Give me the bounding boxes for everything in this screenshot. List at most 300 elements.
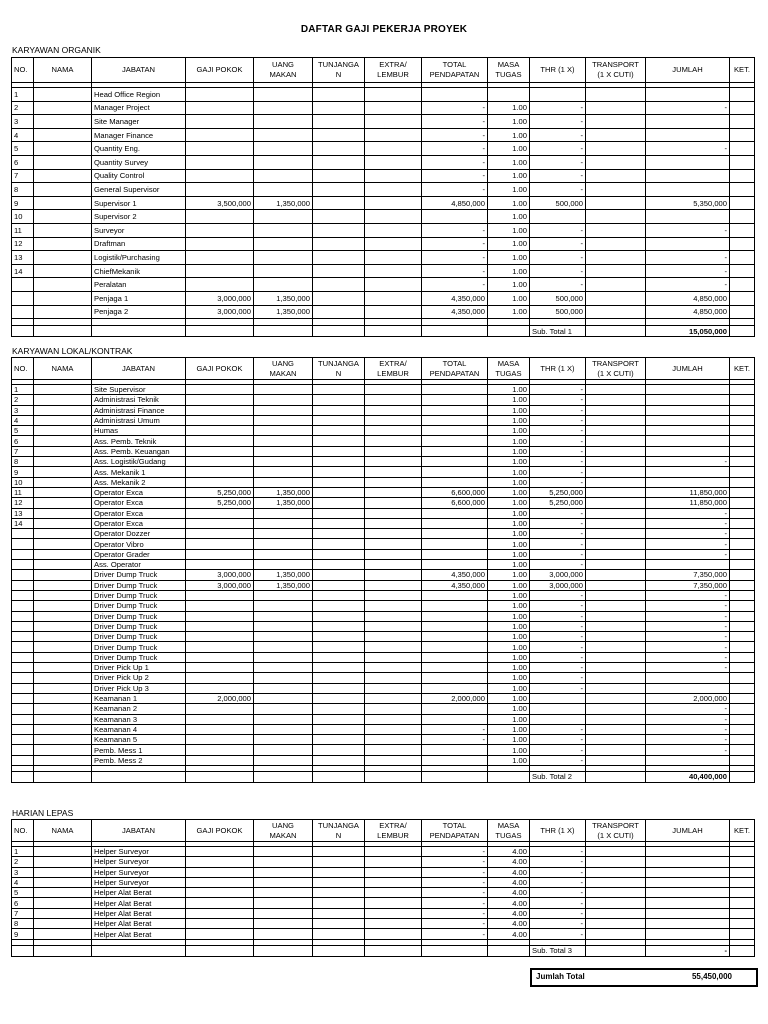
table-cell [254,142,313,156]
table-cell: Administrasi Teknik [92,395,186,405]
table-cell [313,898,365,908]
table-cell: Driver Dump Truck [92,580,186,590]
table-cell: 1.00 [488,467,530,477]
table-cell [313,714,365,724]
table-cell [365,857,422,867]
table-row [12,601,755,611]
table-cell [313,611,365,621]
table-cell [254,128,313,142]
table-cell [34,101,92,115]
table-cell [730,169,755,183]
table-cell: 1.00 [488,529,530,539]
table-row [12,539,755,549]
table-cell: - [422,857,488,867]
table-cell [730,518,755,528]
table-cell: 10 [12,477,34,487]
table-cell: 1.00 [488,601,530,611]
table-cell [365,498,422,508]
table-row [12,385,755,395]
table-cell [313,446,365,456]
table-cell: - [530,867,586,877]
table-cell: - [530,929,586,939]
table-cell [186,919,254,929]
table-cell: 2,000,000 [422,693,488,703]
table-cell: 1.00 [488,508,530,518]
table-cell: Head Office Region [92,88,186,102]
table-cell [34,508,92,518]
table-cell [586,539,646,549]
subtotal-cell [313,326,365,337]
table-cell: - [530,457,586,467]
table-cell [34,529,92,539]
table-cell: 1.00 [488,155,530,169]
header-total-pendapatan [422,358,488,380]
table-cell: 4,350,000 [422,570,488,580]
table-cell [586,88,646,102]
table-cell: - [530,755,586,765]
table-cell: - [530,611,586,621]
table-cell: - [530,405,586,415]
table-cell [730,580,755,590]
table-cell: Keamanan 4 [92,724,186,734]
table-cell [34,196,92,210]
table-cell: - [422,735,488,745]
table-cell [730,237,755,251]
table-karyawan-organik [11,57,755,337]
table-cell [254,929,313,939]
table-cell: - [530,539,586,549]
table-cell: - [422,169,488,183]
table-row [12,704,755,714]
table-cell [254,908,313,918]
table-cell [646,877,730,887]
subtotal-cell [365,326,422,337]
table-cell [34,487,92,497]
table-cell [254,467,313,477]
table-row [12,446,755,456]
table-cell [586,704,646,714]
table-cell [365,385,422,395]
table-cell [730,278,755,292]
table-cell: 500,000 [530,305,586,319]
header-tunjangan-line: TUNJANGA [318,358,359,368]
table-cell [12,663,34,673]
table-cell [186,755,254,765]
table-cell [488,88,530,102]
table-cell [365,101,422,115]
table-cell: Ass. Pemb. Keuangan [92,446,186,456]
table-cell [646,415,730,425]
header-masa-tugas-line: MASA [497,60,520,69]
blank-cell [646,319,730,326]
table-cell [586,755,646,765]
table-cell [730,305,755,319]
table-cell [586,601,646,611]
table-cell [730,877,755,887]
table-cell [34,415,92,425]
table-cell: Logistik/Purchasing [92,251,186,265]
table-cell [586,898,646,908]
table-cell: - [530,673,586,683]
table-cell: Helper Surveyor [92,867,186,877]
table-cell: 6,600,000 [422,498,488,508]
table-cell: Driver Dump Truck [92,642,186,652]
table-cell [730,405,755,415]
table-row [12,264,755,278]
table-cell [313,467,365,477]
table-cell [730,251,755,265]
subtotal-cell [586,771,646,782]
table-row [12,642,755,652]
header-row [12,820,755,842]
table-cell: - [530,395,586,405]
table-cell [646,385,730,395]
table-cell: - [530,642,586,652]
table-cell: 1.00 [488,196,530,210]
table-cell [646,888,730,898]
table-cell [365,446,422,456]
table-cell [313,487,365,497]
table-row [12,652,755,662]
table-cell: 2,000,000 [646,693,730,703]
section-label-harian-lepas: HARIAN LEPAS [12,808,74,818]
table-cell [254,683,313,693]
table-cell [254,611,313,621]
table-cell: 6 [12,898,34,908]
table-cell [186,436,254,446]
table-cell: 5,250,000 [530,487,586,497]
table-cell [365,714,422,724]
subtotal-cell [186,771,254,782]
header-extra-lembur [365,820,422,842]
table-cell: - [530,477,586,487]
subtotal-cell [92,326,186,337]
table-cell [586,549,646,559]
table-cell: 1.00 [488,621,530,631]
table-cell [365,426,422,436]
table-cell [313,580,365,590]
table-cell [186,673,254,683]
table-cell: Administrasi Finance [92,405,186,415]
header-gaji-pokok-line: GAJI POKOK [196,825,243,835]
table-row [12,724,755,734]
header-transport-line: (1 X CUTI) [597,368,634,378]
table-cell: 9 [12,196,34,210]
table-cell [730,735,755,745]
table-cell [313,223,365,237]
table-cell: 7 [12,446,34,456]
table-cell: 5,350,000 [646,196,730,210]
table-cell: 1.00 [488,560,530,570]
table-cell [254,919,313,929]
table-cell: - [530,446,586,456]
table-cell [730,908,755,918]
table-cell [422,621,488,631]
table-cell: - [530,155,586,169]
table-cell: 11 [12,487,34,497]
table-cell [730,570,755,580]
header-jumlah [646,358,730,380]
table-cell: - [646,714,730,724]
table-cell: 1.00 [488,210,530,224]
table-cell [422,88,488,102]
table-cell: 5,250,000 [530,498,586,508]
table-cell: 4.00 [488,898,530,908]
table-karyawan-kontrak [11,357,755,783]
table-cell [365,305,422,319]
table-cell [313,155,365,169]
table-cell [186,385,254,395]
table-cell [186,539,254,549]
table-cell [34,498,92,508]
header-transport [586,58,646,83]
subtotal-cell [586,945,646,956]
table-cell: Helper Surveyor [92,847,186,857]
table-cell [365,183,422,197]
table-cell [365,210,422,224]
table-cell: 4,350,000 [422,305,488,319]
header-ket [730,58,755,83]
table-cell [186,508,254,518]
header-masa-tugas-line: TUGAS [495,70,522,79]
table-cell: 500,000 [530,196,586,210]
table-row [12,291,755,305]
table-cell [34,446,92,456]
table-cell: 1.00 [488,745,530,755]
table-cell: 1.00 [488,169,530,183]
table-cell [646,436,730,446]
table-row [12,436,755,446]
table-cell: - [530,683,586,693]
table-cell [313,101,365,115]
table-cell [646,929,730,939]
table-cell [586,560,646,570]
header-jumlah [646,58,730,83]
table-cell [254,735,313,745]
table-cell: - [422,929,488,939]
header-uang-makan-line: UANG [272,820,294,830]
table-cell: - [422,223,488,237]
table-cell: - [422,877,488,887]
table-cell [313,385,365,395]
table-cell [730,867,755,877]
table-cell [34,155,92,169]
header-transport-line: TRANSPORT [592,820,639,830]
header-uang-makan [254,58,313,83]
header-jabatan-line: JABATAN [121,65,156,74]
table-cell: 10 [12,210,34,224]
table-cell [586,278,646,292]
table-cell: - [422,264,488,278]
header-nama [34,820,92,842]
table-cell [365,867,422,877]
table-cell: 7 [12,169,34,183]
table-cell [186,724,254,734]
table-cell [730,446,755,456]
table-cell [254,223,313,237]
table-cell [12,642,34,652]
table-cell: 1.00 [488,264,530,278]
table-cell [313,415,365,425]
table-cell: 6,600,000 [422,487,488,497]
table-cell [586,714,646,724]
table-cell: Driver Dump Truck [92,590,186,600]
table-cell: - [530,436,586,446]
table-cell [730,88,755,102]
table-cell: - [646,518,730,528]
table-cell [730,673,755,683]
header-nama-line: NAMA [51,825,74,835]
table-cell: - [646,745,730,755]
table-cell [313,632,365,642]
table-cell [365,745,422,755]
table-cell: 4.00 [488,888,530,898]
table-cell: Driver Dump Truck [92,621,186,631]
table-cell: Surveyor [92,223,186,237]
table-cell [422,415,488,425]
subtotal-cell [186,945,254,956]
table-row [12,498,755,508]
header-no-line: NO. [14,65,28,74]
table-cell [34,142,92,156]
table-cell: 6 [12,436,34,446]
table-cell [586,693,646,703]
table-cell [365,467,422,477]
table-cell [730,652,755,662]
header-uang-makan [254,820,313,842]
table-cell: 3,000,000 [186,580,254,590]
table-row [12,908,755,918]
blank-cell [488,319,530,326]
table-cell [34,929,92,939]
table-cell: Helper Alat Berat [92,898,186,908]
table-cell: 14 [12,264,34,278]
table-row [12,529,755,539]
table-cell: - [530,264,586,278]
table-cell [254,877,313,887]
table-cell [646,477,730,487]
table-cell: 1.00 [488,518,530,528]
table-cell [254,673,313,683]
table-cell [313,590,365,600]
table-cell [730,847,755,857]
table-cell: Pemb. Mess 2 [92,755,186,765]
table-cell: 5 [12,142,34,156]
table-cell: 4.00 [488,867,530,877]
header-ket-line: KET. [733,363,751,373]
table-cell [586,642,646,652]
table-cell: Draftman [92,237,186,251]
table-cell: 1,350,000 [254,570,313,580]
table-cell [422,426,488,436]
table-cell [530,88,586,102]
header-no-line: NO. [14,825,28,835]
table-cell: Helper Surveyor [92,877,186,887]
table-cell [730,436,755,446]
table-cell: 1.00 [488,724,530,734]
header-extra-lembur [365,58,422,83]
table-cell: - [422,278,488,292]
table-cell: 1.00 [488,405,530,415]
table-cell [586,155,646,169]
table-cell [34,888,92,898]
blank-cell [254,319,313,326]
header-extra-lembur-line: EXTRA/ [379,358,407,368]
table-cell [313,908,365,918]
table-cell [186,857,254,867]
table-cell [730,683,755,693]
table-cell: 1.00 [488,539,530,549]
table-cell [365,196,422,210]
table-cell [34,693,92,703]
header-tunjangan [313,58,365,83]
table-cell: - [530,223,586,237]
table-cell [365,724,422,734]
table-cell: 4,350,000 [422,580,488,590]
table-cell [254,385,313,395]
table-cell [730,693,755,703]
table-cell [254,446,313,456]
table-cell [34,632,92,642]
table-cell [34,385,92,395]
table-cell: 2,000,000 [186,693,254,703]
header-gaji-pokok-line: GAJI POKOK [196,363,243,373]
subtotal-label: Sub. Total 3 [530,945,586,956]
table-cell [186,395,254,405]
table-cell: - [530,735,586,745]
table-cell [730,611,755,621]
table-cell: Keamanan 3 [92,714,186,724]
table-cell: 2 [12,395,34,405]
table-cell: 1 [12,847,34,857]
header-tunjangan-line: N [335,368,342,378]
table-cell: 1,350,000 [254,196,313,210]
table-cell [365,673,422,683]
table-cell [586,663,646,673]
table-cell: - [530,847,586,857]
header-masa-tugas-line: MASA [497,820,520,830]
table-cell [186,237,254,251]
table-row [12,611,755,621]
table-cell: Keamanan 2 [92,704,186,714]
table-cell [313,251,365,265]
table-cell [730,128,755,142]
table-cell [646,115,730,129]
header-jumlah [646,820,730,842]
table-cell [422,642,488,652]
table-row [12,467,755,477]
table-cell [730,385,755,395]
table-cell: Manager Project [92,101,186,115]
header-transport-line: TRANSPORT [592,358,639,368]
table-cell: 1,350,000 [254,498,313,508]
table-cell [254,693,313,703]
table-cell: - [530,508,586,518]
blank-cell [530,319,586,326]
table-row [12,251,755,265]
table-cell: Pemb. Mess 1 [92,745,186,755]
table-cell [586,590,646,600]
table-cell [586,210,646,224]
table-cell [313,663,365,673]
subtotal-label: Sub. Total 2 [530,771,586,782]
table-cell: - [646,101,730,115]
table-cell [730,210,755,224]
table-cell [12,673,34,683]
table-cell [313,88,365,102]
table-cell [186,251,254,265]
table-cell [313,508,365,518]
